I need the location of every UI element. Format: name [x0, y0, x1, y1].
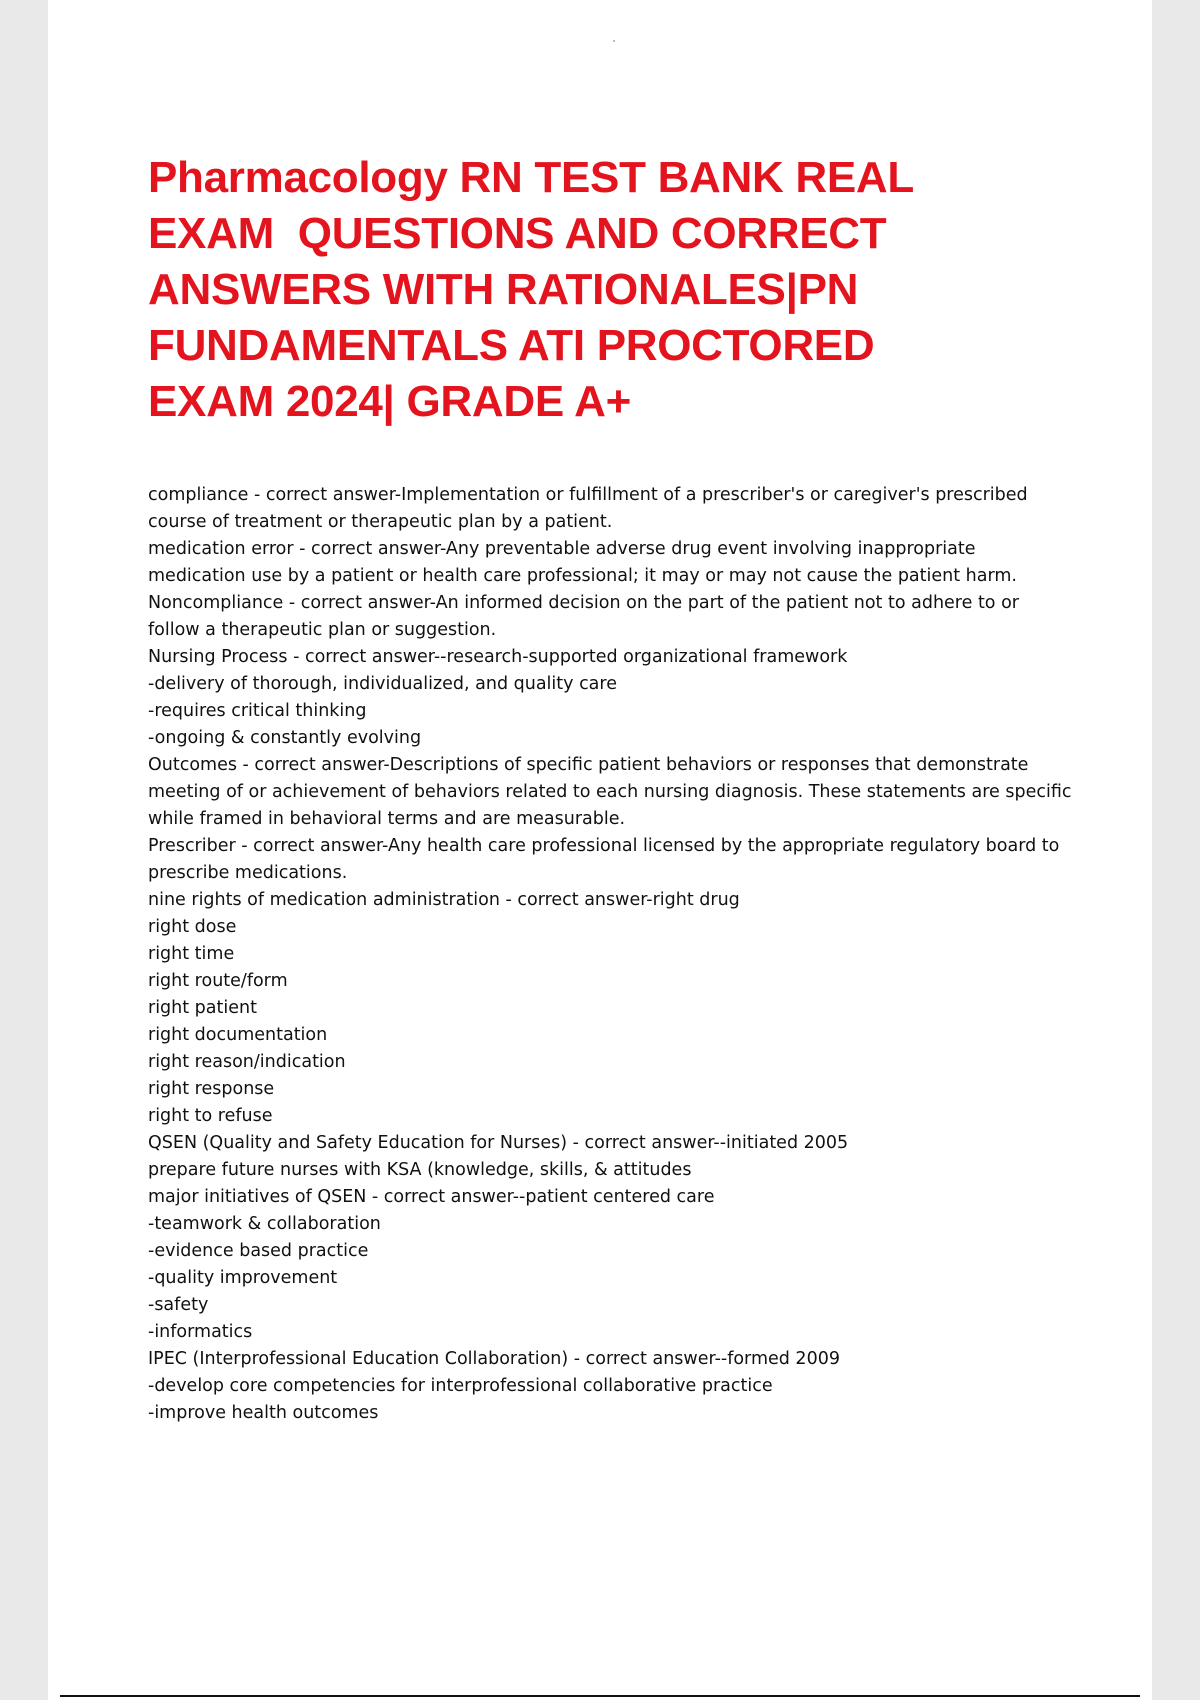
body-line: -develop core competencies for interprofessional collaborative practice: [148, 1376, 773, 1396]
body-line: while framed in behavioral terms and are measurable.: [148, 809, 626, 829]
body-line: prepare future nurses with KSA (knowledge, skills, & attitudes: [148, 1160, 692, 1180]
body-line: Noncompliance - correct answer-An informed decision on the part of the patient not to adhere to or: [148, 593, 1019, 613]
body-line: medication error - correct answer-Any preventable adverse drug event involving inappropriate: [148, 539, 976, 559]
body-line: -evidence based practice: [148, 1241, 369, 1261]
title-line: Pharmacology RN TEST BANK REAL: [148, 153, 914, 202]
body-line: -safety: [148, 1295, 209, 1315]
page-bottom-rule: [60, 1695, 1140, 1697]
title-line: ANSWERS WITH RATIONALES|PN: [148, 265, 859, 314]
body-line: QSEN (Quality and Safety Education for Nurses) - correct answer--initiated 2005: [148, 1133, 849, 1153]
body-line: -improve health outcomes: [148, 1403, 379, 1423]
body-line: meeting of or achievement of behaviors related to each nursing diagnosis. These statements are specific: [148, 782, 1072, 802]
body-line: -teamwork & collaboration: [148, 1214, 381, 1234]
title-line: FUNDAMENTALS ATI PROCTORED: [148, 321, 875, 370]
document-body: [148, 482, 1072, 1427]
body-line: nine rights of medication administration - correct answer-right drug: [148, 890, 740, 910]
body-line: right reason/indication: [148, 1052, 346, 1072]
title-line: EXAM 2024| GRADE A+: [148, 377, 632, 426]
body-line: right time: [148, 944, 235, 964]
body-line: -ongoing & constantly evolving: [148, 728, 422, 748]
body-line: medication use by a patient or health care professional; it may or may not cause the patient harm.: [148, 566, 1017, 586]
document-title: [148, 150, 1078, 430]
body-line: Outcomes - correct answer-Descriptions of specific patient behaviors or responses that demonstrate: [148, 755, 1029, 775]
body-line: prescribe medications.: [148, 863, 348, 883]
body-line: -requires critical thinking: [148, 701, 367, 721]
body-line: right documentation: [148, 1025, 328, 1045]
body-line: major initiatives of QSEN - correct answer--patient centered care: [148, 1187, 715, 1207]
page-mark: [613, 40, 615, 42]
body-line: Nursing Process - correct answer--research-supported organizational framework: [148, 647, 848, 667]
body-line: right dose: [148, 917, 237, 937]
body-line: right response: [148, 1079, 275, 1099]
body-line: course of treatment or therapeutic plan by a patient.: [148, 512, 613, 532]
body-line: right patient: [148, 998, 257, 1018]
body-line: -delivery of thorough, individualized, and quality care: [148, 674, 617, 694]
title-line: EXAM QUESTIONS AND CORRECT: [148, 209, 887, 258]
body-line: right to refuse: [148, 1106, 273, 1126]
body-line: Prescriber - correct answer-Any health care professional licensed by the appropriate regulatory board to: [148, 836, 1060, 856]
body-line: compliance - correct answer-Implementation or fulfillment of a prescriber's or caregiver's prescribed: [148, 485, 1028, 505]
body-line: -informatics: [148, 1322, 253, 1342]
body-line: -quality improvement: [148, 1268, 338, 1288]
body-line: follow a therapeutic plan or suggestion.: [148, 620, 497, 640]
document-page: [48, 0, 1152, 1700]
body-line: right route/form: [148, 971, 288, 991]
body-line: IPEC (Interprofessional Education Collaboration) - correct answer--formed 2009: [148, 1349, 840, 1369]
